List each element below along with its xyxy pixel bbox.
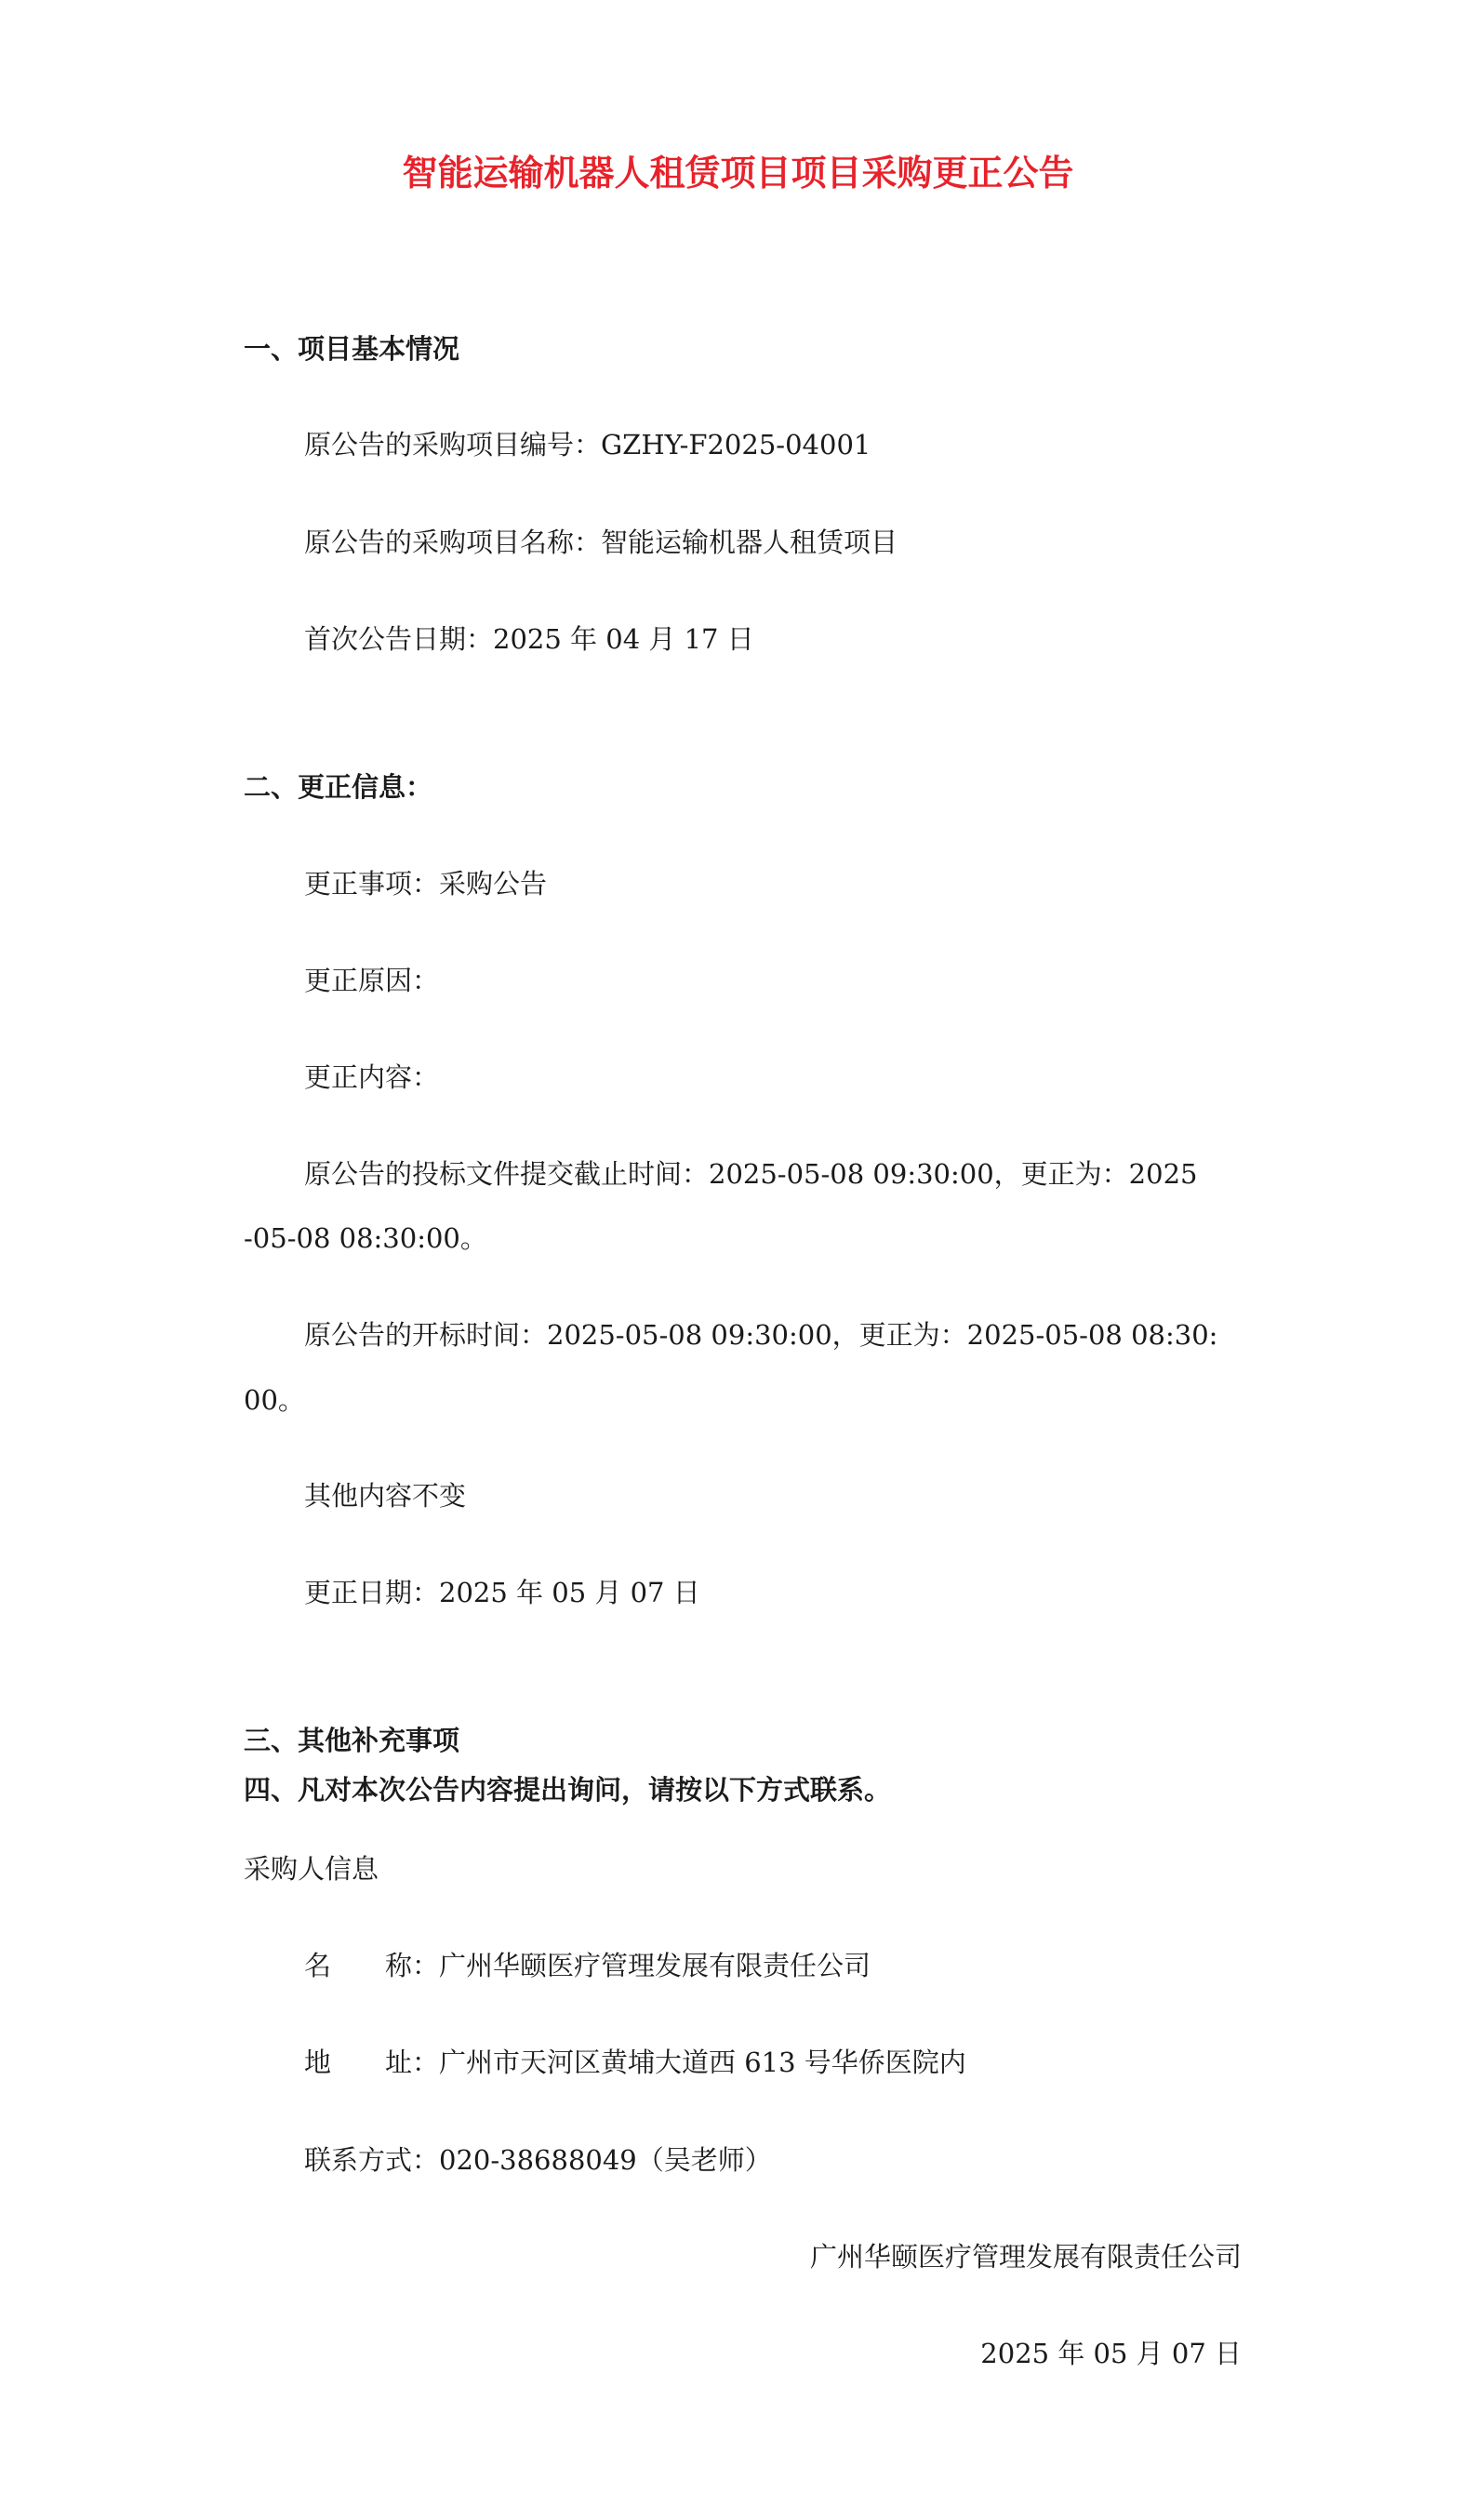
correction-change-1-line-1: 原公告的投标文件提交截止时间：2025-05-08 09:30:00，更正为：2025 [304, 1158, 1198, 1190]
purchaser-address: 地 址：广州市天河区黄埔大道西 613 号华侨医院内 [304, 2047, 966, 2078]
document-title: 智能运输机器人租赁项目项目采购更正公告 [402, 152, 1074, 193]
correction-change-2-line-2: 00。 [244, 1384, 305, 1416]
purchaser-contact: 联系方式：020-38688049（吴老师） [304, 2144, 772, 2176]
section-heading-other-matters: 三、其他补充事项 [244, 1725, 460, 1756]
correction-change-1-line-2: -05-08 08:30:00。 [244, 1222, 487, 1254]
correction-change-2-line-1: 原公告的开标时间：2025-05-08 09:30:00，更正为：2025-05-08 08:30: [304, 1319, 1218, 1351]
first-notice-date: 首次公告日期：2025 年 04 月 17 日 [304, 623, 754, 655]
correction-date: 更正日期：2025 年 05 月 07 日 [304, 1577, 700, 1608]
correction-item: 更正事项：采购公告 [304, 868, 548, 900]
correction-reason: 更正原因： [304, 965, 440, 996]
original-project-name: 原公告的采购项目名称：智能运输机器人租赁项目 [304, 527, 898, 558]
section-heading-contact: 四、凡对本次公告内容提出询问，请按以下方式联系。 [244, 1774, 892, 1806]
section-heading-basic-info: 一、项目基本情况 [244, 333, 460, 365]
signature-company: 广州华颐医疗管理发展有限责任公司 [809, 2241, 1242, 2273]
signature-date: 2025 年 05 月 07 日 [980, 2338, 1242, 2369]
purchaser-name: 名 称：广州华颐医疗管理发展有限责任公司 [304, 1950, 871, 1981]
original-project-number: 原公告的采购项目编号：GZHY-F2025-04001 [304, 429, 871, 460]
correction-content-label: 更正内容： [304, 1061, 440, 1093]
section-heading-correction-info: 二、更正信息： [244, 771, 433, 803]
other-content-unchanged: 其他内容不变 [304, 1480, 467, 1512]
purchaser-info-label: 采购人信息 [244, 1853, 379, 1885]
